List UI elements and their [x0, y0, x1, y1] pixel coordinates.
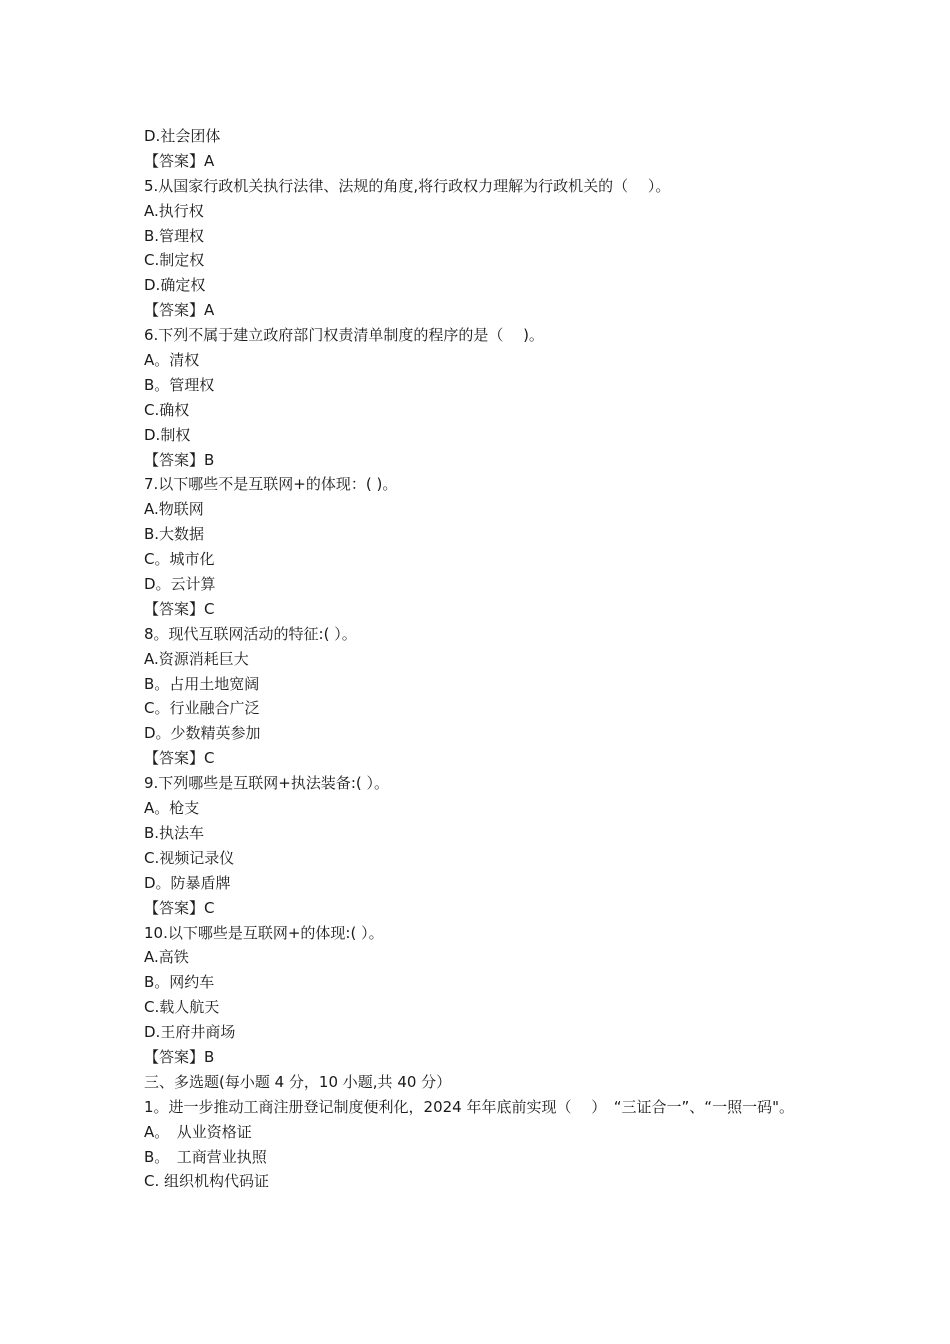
option-c-q7: C。城市化 [144, 550, 215, 569]
option-a-q6: A。清权 [144, 351, 200, 370]
question-5: 5.从国家行政机关执行法律、法规的角度,将行政权力理解为行政机关的（ ）。 [144, 176, 671, 195]
answer-q4: 【答案】A [144, 151, 215, 170]
answer-q7: 【答案】C [144, 599, 215, 618]
option-a-q7: A.物联网 [144, 500, 204, 519]
option-c-q10: C.载人航天 [144, 998, 220, 1017]
option-d-q10: D.王府井商场 [144, 1023, 236, 1042]
answer-q10: 【答案】B [144, 1047, 215, 1066]
question-6: 6.下列不属于建立政府部门权责清单制度的程序的是（ )。 [144, 326, 544, 345]
answer-q5: 【答案】A [144, 301, 215, 320]
option-c-q9: C.视频记录仪 [144, 848, 235, 867]
option-d-q8: D。少数精英参加 [144, 724, 261, 743]
option-a-q9: A。枪支 [144, 799, 200, 818]
option-b-mc1: B。 工商营业执照 [144, 1147, 267, 1166]
option-b-q5: B.管理权 [144, 226, 205, 245]
option-d-q4: D.社会团体 [144, 127, 221, 145]
option-d-q9: D。防暴盾牌 [144, 873, 231, 892]
answer-q8: 【答案】C [144, 749, 215, 768]
question-7: 7.以下哪些不是互联网+的体现：( )。 [144, 475, 398, 494]
option-a-q8: A.资源消耗巨大 [144, 649, 249, 668]
option-a-q5: A.执行权 [144, 201, 204, 220]
question-mc-1: 1。进一步推动工商注册登记制度便利化，2024 年年底前实现（ ） “三证合一”、“一照一码"。 [144, 1097, 794, 1116]
option-a-mc1: A。 从业资格证 [144, 1122, 252, 1141]
option-d-q6: D.制权 [144, 425, 191, 444]
answer-q6: 【答案】B [144, 450, 215, 469]
option-a-q10: A.高铁 [144, 948, 189, 967]
option-b-q9: B.执法车 [144, 823, 205, 842]
answer-q9: 【答案】C [144, 898, 215, 917]
option-c-q8: C。行业融合广泛 [144, 699, 260, 718]
option-b-q10: B。网约车 [144, 973, 215, 992]
section-heading-multiple-choice: 三、多选题(每小题 4 分，10 小题,共 40 分） [144, 1072, 452, 1091]
option-d-q7: D。云计算 [144, 575, 216, 594]
option-b-q6: B。管理权 [144, 375, 215, 394]
option-b-q8: B。占用土地宽阔 [144, 674, 260, 693]
question-10: 10.以下哪些是互联网+的体现:( ）。 [144, 923, 384, 942]
option-b-q7: B.大数据 [144, 525, 205, 544]
question-8: 8。现代互联网活动的特征:( ）。 [144, 624, 357, 643]
option-d-q5: D.确定权 [144, 276, 206, 295]
document-page [144, 124, 814, 1194]
option-c-mc1: C. 组织机构代码证 [144, 1172, 270, 1191]
option-c-q6: C.确权 [144, 400, 190, 419]
question-9: 9.下列哪些是互联网+执法装备:( ）。 [144, 774, 390, 793]
option-c-q5: C.制定权 [144, 251, 205, 270]
